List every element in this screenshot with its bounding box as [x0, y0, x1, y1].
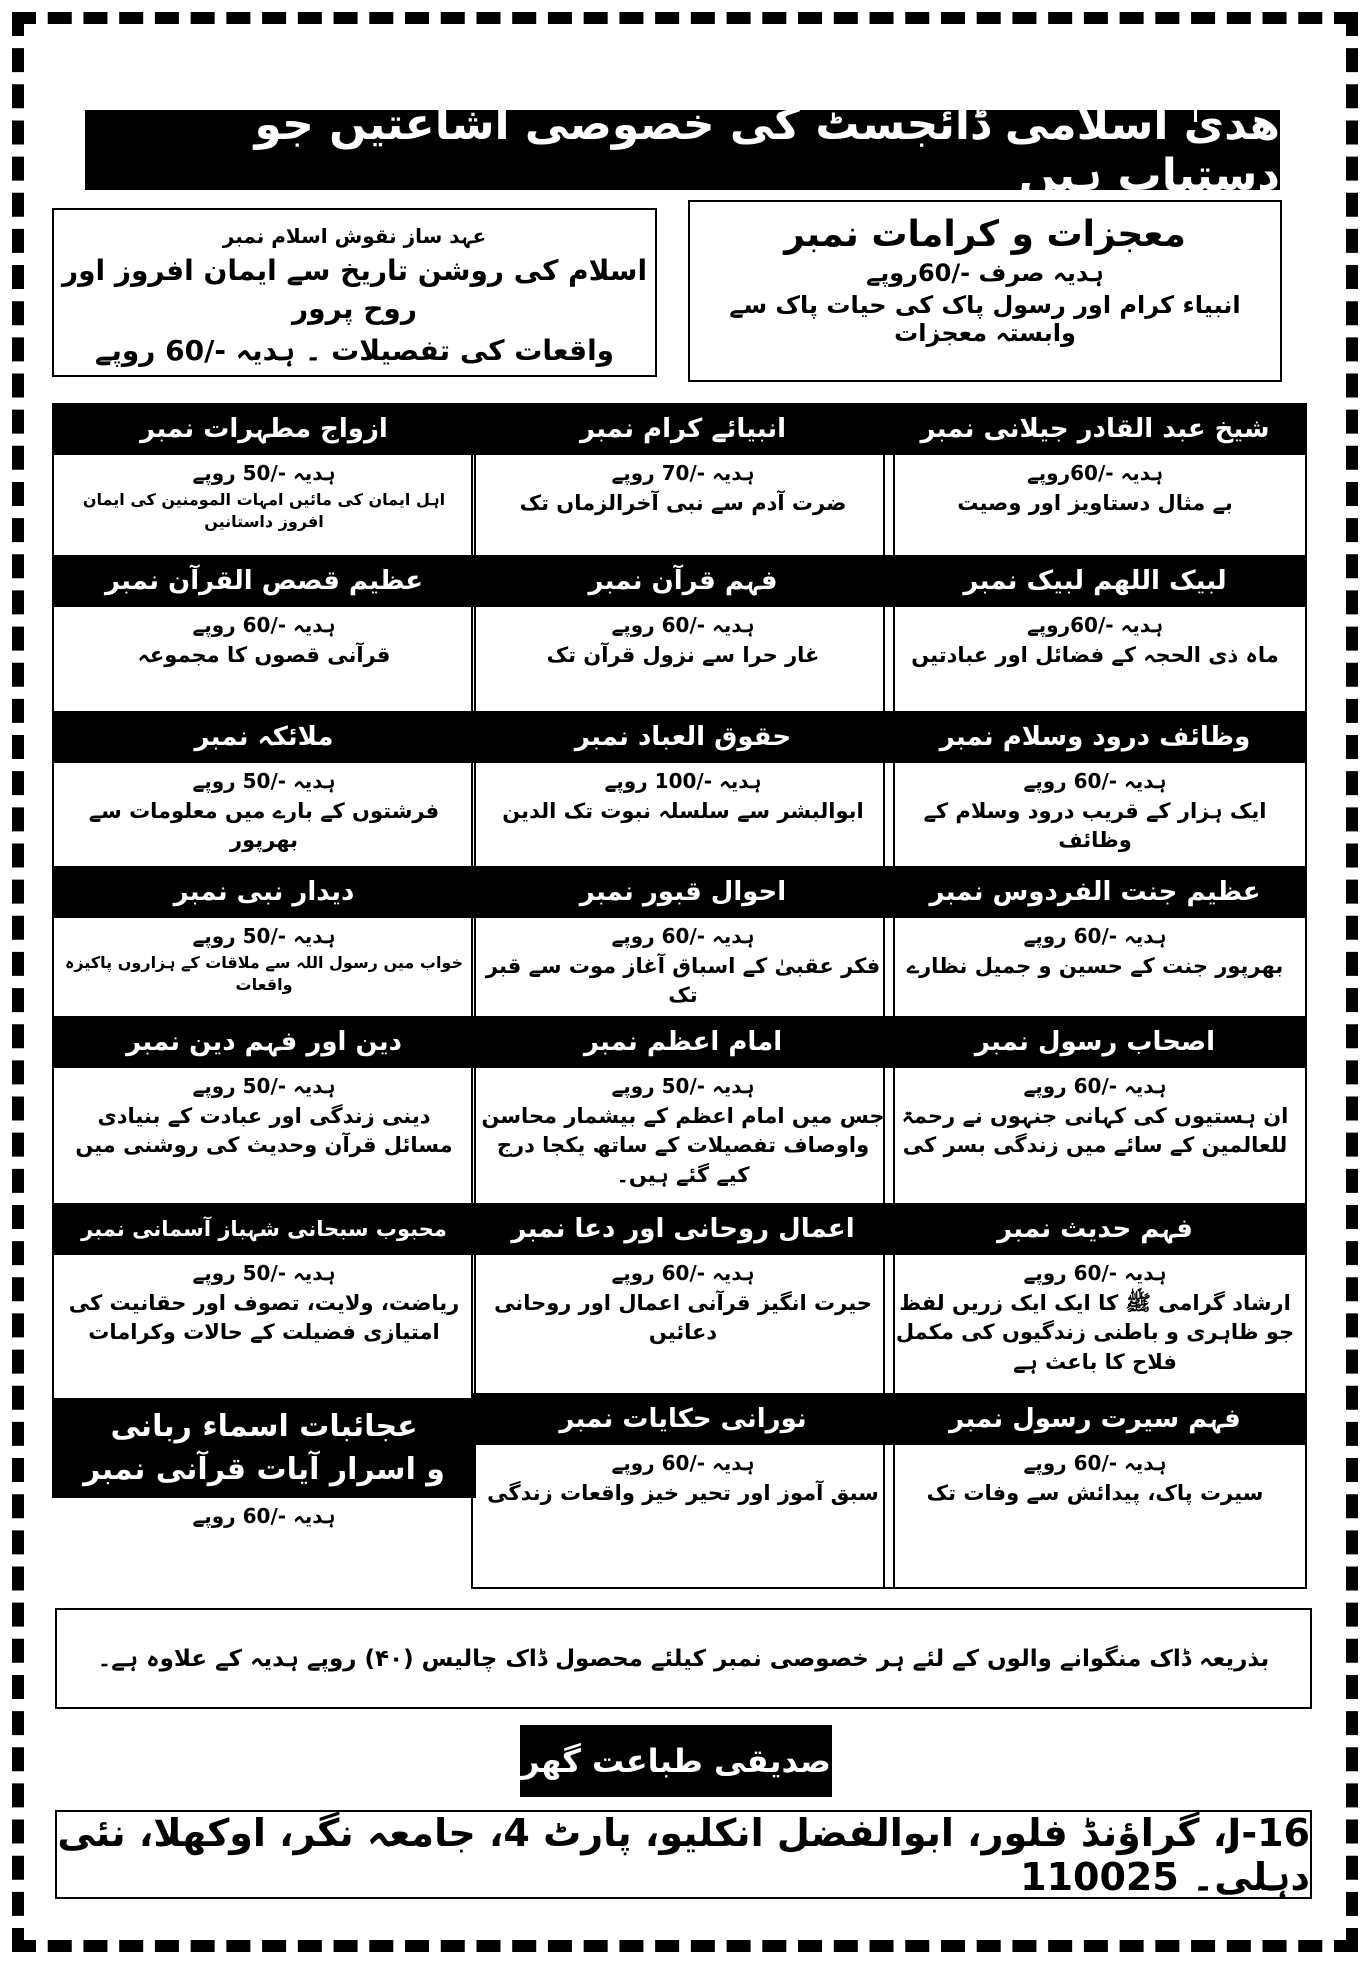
card-title: نورانی حکایات نمبر: [471, 1393, 895, 1445]
card-ajaibat: [52, 1398, 476, 1572]
page-title-text: ھدیٰ اسلامی ڈائجسٹ کی خصوصی اشاعتیں جو دستیاب ہیں: [254, 99, 1280, 201]
card-fahm-hadith: [883, 1203, 1307, 1407]
card-title: شیخ عبد القادر جیلانی نمبر: [883, 403, 1307, 455]
card-price: ہدیہ -/60 روپے: [611, 924, 755, 948]
press-name-text: صدیقی طباعت گھر: [521, 1742, 831, 1780]
card-price: ہدیہ -/60 روپے: [1023, 924, 1167, 948]
card-title: فہم حدیث نمبر: [883, 1203, 1307, 1255]
card-desc: ان ہستیوں کی کہانی جنہوں نے رحمۃ للعالمین کے سائے میں زندگی بسر کی: [901, 1104, 1289, 1158]
card-price: ہدیہ -/60 روپے: [1023, 1261, 1167, 1285]
card-abdul-qadir: [883, 403, 1307, 567]
featured-left-subtitle: عہد ساز نقوش اسلام نمبر: [222, 224, 487, 248]
card-title: اعمال روحانی اور دعا نمبر: [471, 1203, 895, 1255]
card-ashab: [883, 1016, 1307, 1220]
featured-right-desc: انبیاء کرام اور رسول پاک کی حیات پاک سے وابستہ معجزات: [729, 291, 1241, 347]
card-price: ہدیہ -/50 روپے: [192, 1261, 336, 1285]
card-price: ہدیہ -/60 روپے: [1023, 769, 1167, 793]
card-price: ہدیہ -/60 روپے: [611, 613, 755, 637]
card-title: فہم سیرت رسول نمبر: [883, 1393, 1307, 1445]
card-desc: غار حرا سے نزول قرآن تک: [546, 643, 820, 667]
card-desc: سیرت پاک، پیدائش سے وفات تک: [926, 1481, 1264, 1505]
card-fahm-quran: [471, 555, 895, 723]
card-desc: ماہ ذی الحجہ کے فضائل اور عبادتیں: [911, 643, 1279, 667]
card-desc: خواب میں رسول اللہ سے ملاقات کے ہزاروں پاکیزہ واقعات: [65, 953, 463, 995]
card-mahboob: [52, 1203, 476, 1407]
card-title: ازواج مطہرات نمبر: [52, 403, 476, 455]
card-anbiya: [471, 403, 895, 567]
featured-left-line2: واقعات کی تفصیلات ۔ ہدیہ -/60 روپے: [94, 333, 615, 367]
card-title-line2: و اسرار آیات قرآنی نمبر: [83, 1452, 445, 1487]
card-price: ہدیہ -/60روپے: [1026, 461, 1164, 485]
card-title: انبیائے کرام نمبر: [471, 403, 895, 455]
card-aamal: [471, 1203, 895, 1407]
card-price: ہدیہ -/100 روپے: [604, 769, 762, 793]
card-desc: حیرت انگیز قرآنی اعمال اور روحانی دعائیں: [494, 1291, 872, 1345]
card-title: محبوب سبحانی شہباز آسمانی نمبر: [52, 1203, 476, 1255]
address-box: [55, 1810, 1312, 1899]
card-malaika: [52, 711, 476, 877]
card-title: امام اعظم نمبر: [471, 1016, 895, 1068]
card-desc: ارشاد گرامی ﷺ کا ایک ایک زریں لفظ جو ظاہری و باطنی زندگیوں کی مکمل فلاح کا باعث ہے: [895, 1291, 1295, 1374]
featured-right-title: معجزات و کرامات نمبر: [784, 214, 1186, 255]
card-title: وظائف درود وسلام نمبر: [883, 711, 1307, 763]
card-price: ہدیہ -/60روپے: [1026, 613, 1164, 637]
address-text: J-16، گراؤنڈ فلور، ابوالفضل انکلیو، پارٹ 4، جامعہ نگر، اوکھلا، نئی دہلی۔ 110025: [57, 1810, 1310, 1899]
card-deen: [52, 1016, 476, 1220]
card-title: دین اور فہم دین نمبر: [52, 1016, 476, 1068]
card-price: ہدیہ -/60 روپے: [192, 1504, 336, 1528]
card-huquq: [471, 711, 895, 877]
card-desc: جس میں امام اعظم کے بیشمار محاسن واوصاف تفصیلات کے ساتھ یکجا درج کیے گئے ہیں۔: [481, 1104, 885, 1187]
featured-box-left: [52, 208, 657, 377]
card-noorani: [471, 1393, 895, 1589]
card-desc: بے مثال دستاویز اور وصیت: [957, 491, 1233, 515]
page-title: [85, 99, 1280, 201]
card-imam-azam: [471, 1016, 895, 1220]
card-desc: فکر عقبیٰ کے اسباق آغاز موت سے قبر تک: [485, 954, 881, 1008]
card-price: ہدیہ -/60 روپے: [611, 1451, 755, 1475]
card-price: ہدیہ -/50 روپے: [192, 461, 336, 485]
card-price: ہدیہ -/50 روپے: [611, 1074, 755, 1098]
card-price: ہدیہ -/70 روپے: [611, 461, 755, 485]
card-azwaj: [52, 403, 476, 567]
card-ahwal-qubur: [471, 866, 895, 1030]
card-desc: ایک ہزار کے قریب درود وسلام کے وظائف: [923, 799, 1267, 853]
card-desc: قرآنی قصوں کا مجموعہ: [137, 643, 391, 667]
card-jannat: [883, 866, 1307, 1030]
card-price: ہدیہ -/60 روپے: [611, 1261, 755, 1285]
card-deedar: [52, 866, 476, 1030]
card-price: ہدیہ -/60 روپے: [192, 613, 336, 637]
card-title: احوال قبور نمبر: [471, 866, 895, 918]
card-title-line1: عجائبات اسماء ربانی: [110, 1408, 418, 1444]
card-price: ہدیہ -/60 روپے: [1023, 1074, 1167, 1098]
press-name-banner: [520, 1725, 832, 1797]
card-desc: سبق آموز اور تحیر خیز واقعات زندگی: [487, 1481, 879, 1505]
card-title: حقوق العباد نمبر: [471, 711, 895, 763]
featured-right-price: ہدیہ صرف -/60روپے: [866, 259, 1104, 287]
card-desc: ریاضت، ولایت، تصوف اور حقانیت کی امتیازی فضیلت کے حالات وکرامات: [68, 1291, 460, 1345]
card-wazaif: [883, 711, 1307, 877]
card-labbaik: [883, 555, 1307, 723]
card-desc: بھرپور جنت کے حسین و جمیل نظارے: [906, 954, 1284, 978]
card-title: لبیک اللھم لبیک نمبر: [883, 555, 1307, 607]
card-desc: دینی زندگی اور عبادت کے بنیادی مسائل قرآن وحدیث کی روشنی میں: [75, 1104, 453, 1158]
featured-left-line1: اسلام کی روشن تاریخ سے ایمان افروز اور روح پرور: [61, 254, 648, 325]
card-title: عظیم قصص القرآن نمبر: [52, 555, 476, 607]
postage-notice-text: بذریعہ ڈاک منگوانے والوں کے لئے ہر خصوصی نمبر کیلئے محصول ڈاک چالیس (۴۰) روپے ہدیہ کے علاوہ ہے۔: [97, 1645, 1270, 1672]
featured-box-right: [688, 200, 1282, 382]
card-price: ہدیہ -/50 روپے: [192, 1074, 336, 1098]
card-price: ہدیہ -/50 روپے: [192, 769, 336, 793]
card-title: [52, 1398, 476, 1498]
card-title: دیدار نبی نمبر: [52, 866, 476, 918]
card-title: اصحاب رسول نمبر: [883, 1016, 1307, 1068]
postage-notice: [55, 1608, 1312, 1709]
card-desc: اہل ایمان کی مائیں امہات المومنین کی ایمان افروز داستانیں: [82, 490, 446, 532]
card-desc: ابوالبشر سے سلسلہ نبوت تک الدین: [502, 799, 864, 823]
card-title: عظیم جنت الفردوس نمبر: [883, 866, 1307, 918]
card-desc: فرشتوں کے بارے میں معلومات سے بھرپور: [88, 799, 440, 853]
card-title: فہم قرآن نمبر: [471, 555, 895, 607]
card-seerat: [883, 1393, 1307, 1589]
card-price: ہدیہ -/50 روپے: [192, 924, 336, 948]
card-title: ملائکہ نمبر: [52, 711, 476, 763]
card-price: ہدیہ -/60 روپے: [1023, 1451, 1167, 1475]
card-qasas: [52, 555, 476, 723]
card-desc: ضرت آدم سے نبی آخرالزماں تک: [519, 491, 847, 515]
